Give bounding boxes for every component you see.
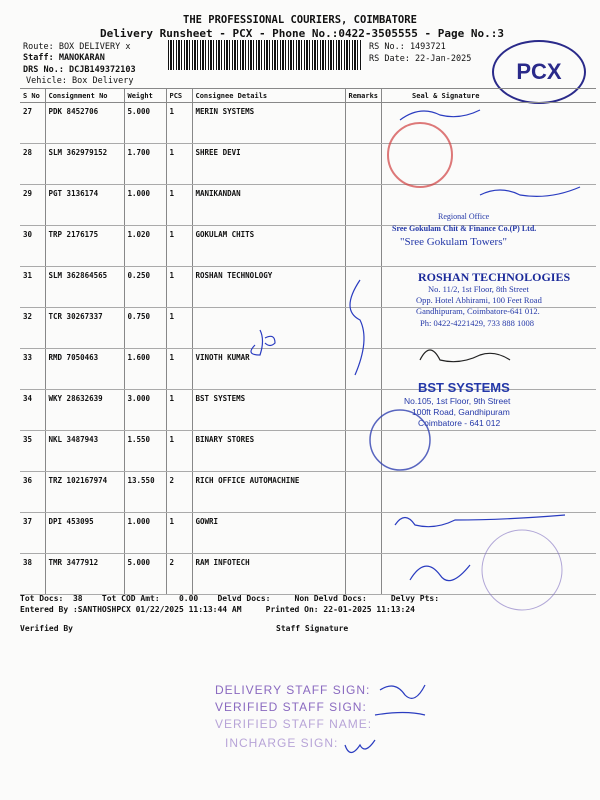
sno-cell: 30 [20, 226, 45, 267]
roshan-stamp-address3: Gandhipuram, Coimbatore-641 012. [416, 306, 540, 316]
sno-cell: 29 [20, 185, 45, 226]
signature [395, 515, 565, 527]
faded-seal [482, 530, 562, 610]
pcs-cell: 1 [166, 226, 192, 267]
rs-number: RS No.: 1493721 [369, 42, 446, 52]
weight-cell: 1.550 [124, 431, 166, 472]
gokulam-stamp-line: "Sree Gokulam Towers" [400, 236, 507, 248]
sno-cell: 32 [20, 308, 45, 349]
consignment-cell: SLM 362979152 [45, 144, 124, 185]
bst-stamp-address: No.105, 1st Floor, 9th Street [404, 396, 511, 406]
pcs-cell: 2 [166, 472, 192, 513]
consignee-cell: GOWRI [192, 513, 345, 554]
pcs-cell: 1 [166, 185, 192, 226]
consignee-cell: RICH OFFICE AUTOMACHINE [192, 472, 345, 513]
roshan-stamp-phone: Ph: 0422-4221429, 733 888 1008 [420, 318, 535, 328]
weight-cell: 1.700 [124, 144, 166, 185]
staff-signature-label: Staff Signature [276, 624, 349, 633]
roshan-stamp: ROSHAN TECHNOLOGIES [418, 270, 571, 284]
binary-stores-seal [370, 410, 430, 470]
consignment-cell: RMD 7050463 [45, 349, 124, 390]
column-header: Consignment No [45, 89, 124, 103]
column-header: S No [20, 89, 45, 103]
bst-stamp: BST SYSTEMS [418, 380, 510, 395]
bst-stamp-address2: 100ft Road, Gandhipuram [412, 407, 510, 417]
consignment-cell: NKL 3487943 [45, 431, 124, 472]
sno-cell: 34 [20, 390, 45, 431]
consignment-cell: WKY 28632639 [45, 390, 124, 431]
vehicle: Vehicle: Box Delivery [26, 76, 134, 86]
pcs-cell: 1 [166, 513, 192, 554]
company-title: THE PROFESSIONAL COURIERS, COIMBATORE [183, 14, 417, 26]
roshan-stamp-address: No. 11/2, 1st Floor, 8th Street [428, 284, 529, 294]
sno-cell: 37 [20, 513, 45, 554]
weight-cell: 1.600 [124, 349, 166, 390]
roshan-stamp-address2: Opp. Hotel Abhirami, 100 Feet Road [416, 295, 542, 305]
consignment-cell: TRP 2176175 [45, 226, 124, 267]
signature [251, 330, 275, 355]
sno-cell: 38 [20, 554, 45, 595]
signature [410, 565, 470, 581]
column-header: Consignee Details [192, 89, 345, 103]
signature [400, 110, 480, 120]
consignment-cell: TCR 30267337 [45, 308, 124, 349]
sno-cell: 36 [20, 472, 45, 513]
consignee-cell: RAM INFOTECH [192, 554, 345, 595]
consignee-cell: BST SYSTEMS [192, 390, 345, 431]
verified-by-label: Verified By [20, 624, 73, 633]
verified-staff-sign-stamp: VERIFIED STAFF SIGN: [215, 700, 367, 714]
verified-staff-name-stamp: VERIFIED STAFF NAME: [215, 717, 373, 731]
weight-cell: 5.000 [124, 554, 166, 595]
pcs-cell: 1 [166, 390, 192, 431]
route: Route: BOX DELIVERY x [23, 42, 131, 52]
column-header: Seal & Signature [382, 89, 596, 103]
runsheet-subtitle: Delivery Runsheet - PCX - Phone No.:0422-3505555 - Page No.:3 [100, 27, 504, 40]
weight-cell: 3.000 [124, 390, 166, 431]
pcs-cell: 1 [166, 103, 192, 144]
consignee-cell: MERIN SYSTEMS [192, 103, 345, 144]
consignment-cell: PDK 8452706 [45, 103, 124, 144]
signature [480, 187, 580, 196]
pcx-stamp: PCX [492, 40, 586, 104]
weight-cell: 1.000 [124, 513, 166, 554]
weight-cell: 0.750 [124, 308, 166, 349]
column-header: PCS [166, 89, 192, 103]
weight-cell: 1.000 [124, 185, 166, 226]
sno-cell: 27 [20, 103, 45, 144]
pcs-cell: 1 [166, 144, 192, 185]
pcs-cell: 1 [166, 431, 192, 472]
consignment-cell: DPI 453095 [45, 513, 124, 554]
consignment-cell: TRZ 102167974 [45, 472, 124, 513]
delivery-staff-sign-stamp: DELIVERY STAFF SIGN: [215, 683, 371, 697]
sno-cell: 33 [20, 349, 45, 390]
consignee-cell: MANIKANDAN [192, 185, 345, 226]
consignee-cell: SHREE DEVI [192, 144, 345, 185]
weight-cell: 5.000 [124, 103, 166, 144]
weight-cell: 1.020 [124, 226, 166, 267]
pcs-cell: 1 [166, 308, 192, 349]
pcs-cell: 2 [166, 554, 192, 595]
signature [420, 350, 510, 362]
column-header: Remarks [345, 89, 382, 103]
gokulam-stamp: Sree Gokulam Chit & Finance Co.(P) Ltd. [392, 224, 537, 233]
consignment-cell: PGT 3136174 [45, 185, 124, 226]
entered-by-line: Entered By :SANTHOSHPCX 01/22/2025 11:13:44 AM Printed On: 22-01-2025 11:13:24 [20, 605, 415, 614]
sno-cell: 35 [20, 431, 45, 472]
regional-office-stamp: Regional Office [438, 212, 490, 221]
weight-cell: 0.250 [124, 267, 166, 308]
signature [350, 280, 364, 375]
column-header: Weight [124, 89, 166, 103]
incharge-sign-stamp: INCHARGE SIGN: [225, 736, 339, 750]
totals-line: Tot Docs: 38 Tot COD Amt: 0.00 Delvd Docs: Non Delvd Docs: Delvy Pts: [20, 594, 440, 603]
sno-cell: 28 [20, 144, 45, 185]
pcs-cell: 1 [166, 349, 192, 390]
consignee-cell: ROSHAN TECHNOLOGY [192, 267, 345, 308]
consignee-cell: GOKULAM CHITS [192, 226, 345, 267]
drs-number: DRS No.: DCJB149372103 [23, 65, 136, 75]
weight-cell: 13.550 [124, 472, 166, 513]
sno-cell: 31 [20, 267, 45, 308]
red-seal [388, 123, 452, 187]
staff: Staff: MANOKARAN [23, 53, 105, 63]
consignee-cell: VINOTH KUMAR [192, 349, 345, 390]
bst-stamp-address3: Coimbatore - 641 012 [418, 418, 501, 428]
consignment-cell: SLM 362864565 [45, 267, 124, 308]
rs-date: RS Date: 22-Jan-2025 [369, 54, 472, 64]
consignee-cell: BINARY STORES [192, 431, 345, 472]
consignment-cell: TMR 3477912 [45, 554, 124, 595]
pcs-cell: 1 [166, 267, 192, 308]
